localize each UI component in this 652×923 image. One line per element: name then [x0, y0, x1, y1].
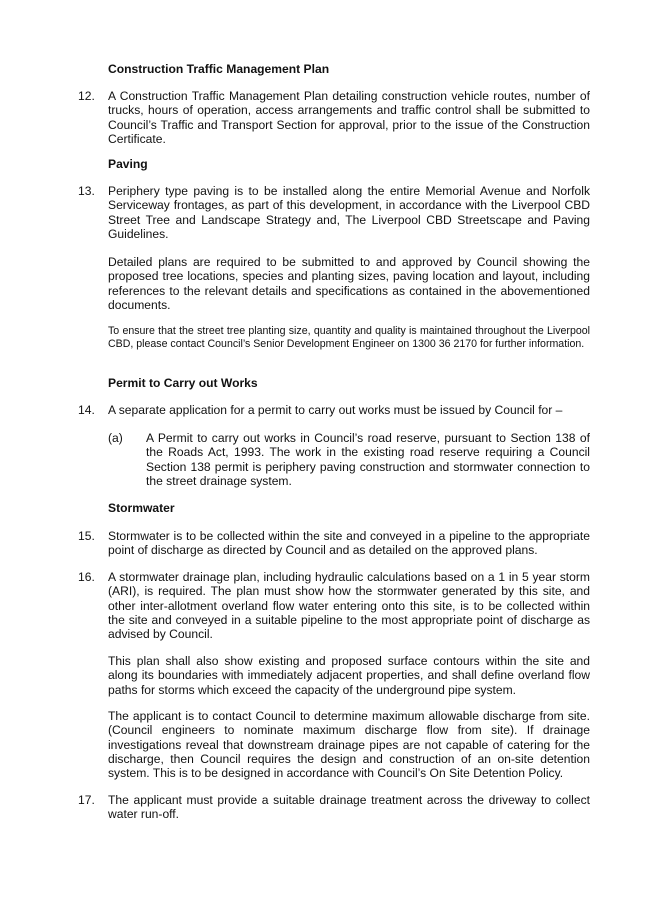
condition-16-text: A stormwater drainage plan, including hydraulic calculations based on a 1 in 5 year storm (ARI), is required. The plan must show how the stormwater generated by this site, and other inter-allotment overland flow water entering onto this site, is to be collected within the site and conveyed in a suitable pipeline to the most appropriate point of discharge as advised by Council.	[108, 570, 590, 642]
condition-15-number: 15.	[78, 529, 95, 543]
condition-14-text: A separate application for a permit to carry out works must be issued by Council for –	[108, 403, 563, 417]
condition-12-number: 12.	[78, 89, 95, 103]
condition-17-text: The applicant must provide a suitable drainage treatment across the driveway to collect water run-off.	[108, 793, 590, 822]
heading-permit-to-carry-out-works: Permit to Carry out Works	[108, 376, 258, 390]
condition-13-text: Periphery type paving is to be installed along the entire Memorial Avenue and Norfolk Serviceway frontages, as part of this development, in accordance with the Liverpool CBD Street Tree and Landscape Strategy and, The Liverpool CBD Streetscape and Paving Guidelines.	[108, 184, 590, 241]
condition-13-paragraph-2: Detailed plans are required to be submitted to and approved by Council showing the proposed tree locations, species and planting sizes, paving location and layout, including references to the relevant details and specifications as contained in the abovementioned documents.	[108, 255, 590, 312]
condition-14-item-a-text: A Permit to carry out works in Council’s road reserve, pursuant to Section 138 of the Roads Act, 1993. The work in the existing road reserve requiring a Council Section 138 permit is periphery paving construction and stormwater connection to the street drainage system.	[146, 431, 590, 488]
heading-stormwater: Stormwater	[108, 501, 175, 515]
condition-15-text: Stormwater is to be collected within the site and conveyed in a pipeline to the appropriate point of discharge as directed by Council and as detailed on the approved plans.	[108, 529, 590, 558]
condition-14-number: 14.	[78, 403, 95, 417]
heading-construction-traffic-management-plan: Construction Traffic Management Plan	[108, 62, 330, 76]
condition-13-note: To ensure that the street tree planting size, quantity and quality is maintained throughout the Liverpool CBD, please contact Council’s Senior Development Engineer on 1300 36 2170 for further information.	[108, 325, 590, 350]
condition-16-number: 16.	[78, 570, 95, 584]
condition-16-paragraph-2: This plan shall also show existing and proposed surface contours within the site and along its boundaries with immediately adjacent properties, and shall define overland flow paths for storms which exceed the capacity of the underground pipe system.	[108, 654, 590, 697]
heading-paving: Paving	[108, 157, 148, 171]
condition-16-paragraph-3: The applicant is to contact Council to determine maximum allowable discharge from site. (Council engineers to nominate maximum discharge flow from site). If drainage investigations reveal that downstream drainage pipes are not capable of catering for the discharge, then Council requires the design and construction of an on-site detention system. This is to be designed in accordance with Council’s On Site Detention Policy.	[108, 709, 590, 781]
condition-17-number: 17.	[78, 793, 95, 807]
condition-12-text: A Construction Traffic Management Plan detailing construction vehicle routes, number of trucks, hours of operation, access arrangements and traffic control shall be submitted to Council’s Traffic and Transport Section for approval, prior to the issue of the Construction Certificate.	[108, 89, 590, 146]
condition-13-number: 13.	[78, 184, 95, 198]
condition-14-item-a-label: (a)	[108, 431, 123, 445]
